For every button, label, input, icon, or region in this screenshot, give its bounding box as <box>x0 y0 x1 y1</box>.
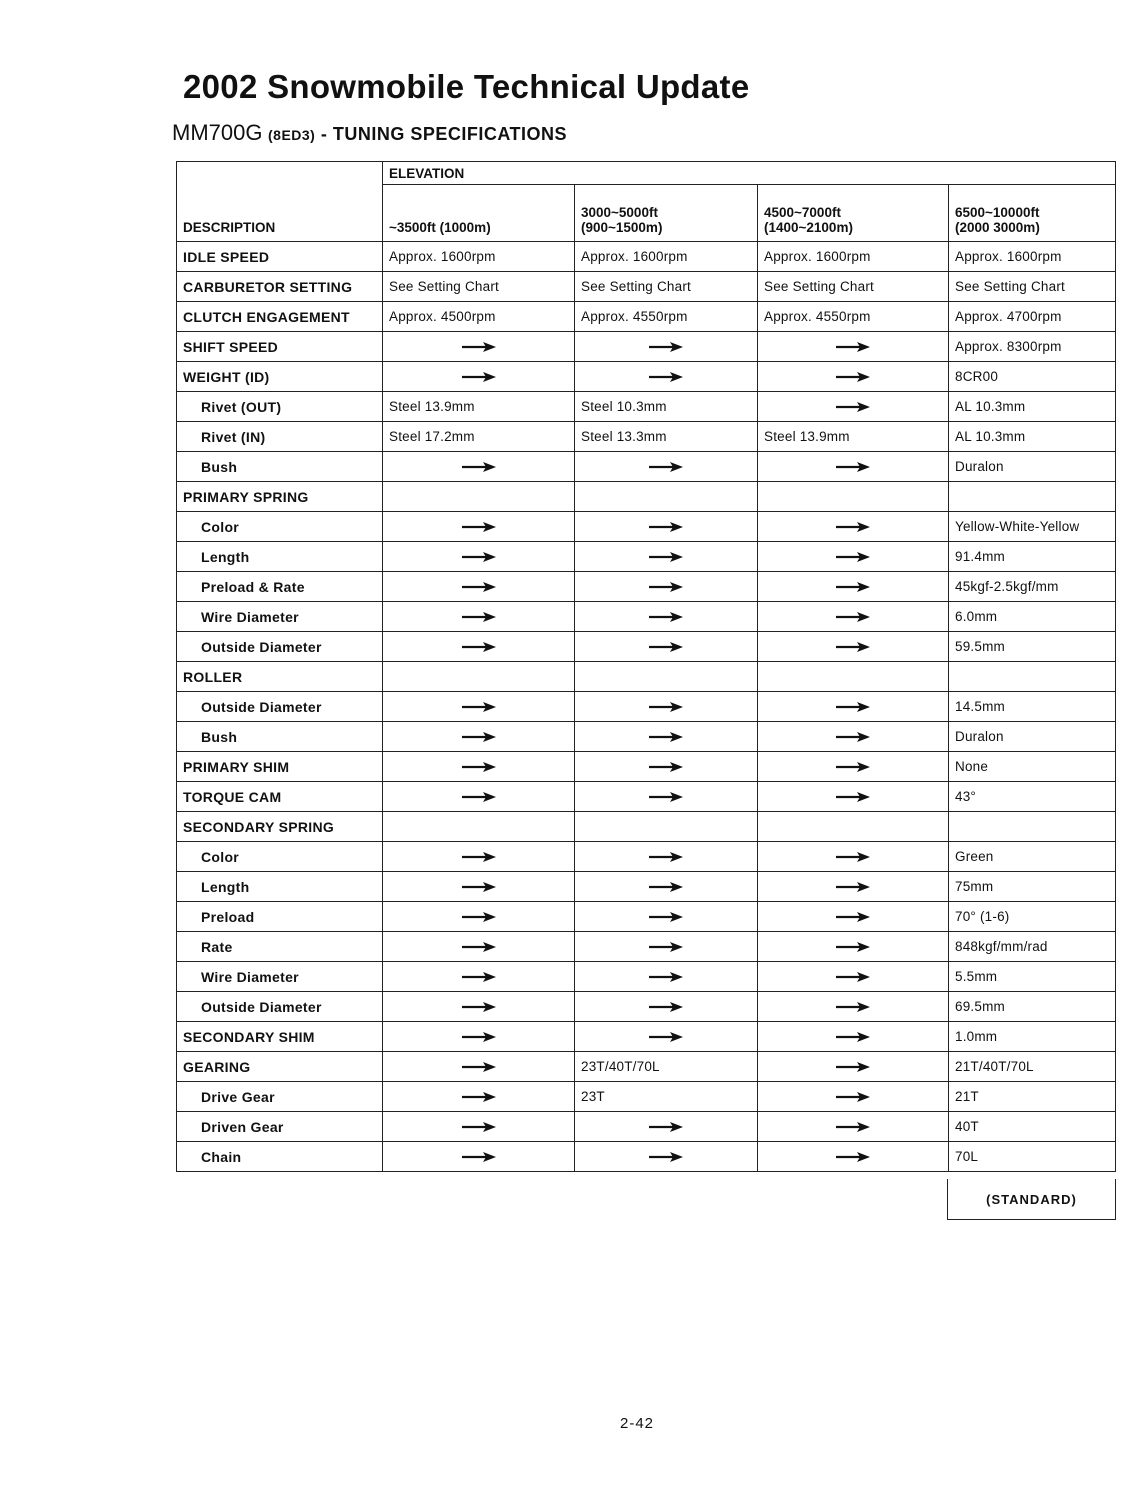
same-as-previous-arrow-icon <box>758 632 949 662</box>
table-row <box>177 1112 1116 1142</box>
same-as-previous-arrow-icon <box>758 752 949 782</box>
column-header-line2: (1400~2100m) <box>764 220 853 235</box>
row-label: CARBURETOR SETTING <box>177 272 383 302</box>
spec-value <box>575 812 758 842</box>
same-as-previous-arrow-icon <box>383 362 575 392</box>
same-as-previous-arrow-icon <box>758 1052 949 1082</box>
spec-value: 21T <box>949 1082 1116 1112</box>
table-row <box>177 422 1116 452</box>
same-as-previous-arrow-icon <box>575 542 758 572</box>
same-as-previous-arrow-icon <box>575 722 758 752</box>
column-header-line2: (900~1500m) <box>581 220 663 235</box>
row-label: Bush <box>177 452 383 482</box>
elevation-label: ELEVATION <box>383 162 1116 185</box>
row-label: Outside Diameter <box>177 632 383 662</box>
same-as-previous-arrow-icon <box>383 452 575 482</box>
spec-value: 69.5mm <box>949 992 1116 1022</box>
row-label: Rivet (IN) <box>177 422 383 452</box>
spec-value: 59.5mm <box>949 632 1116 662</box>
row-label: IDLE SPEED <box>177 242 383 272</box>
spec-value: None <box>949 752 1116 782</box>
same-as-previous-arrow-icon <box>575 752 758 782</box>
header-blank-cell <box>177 162 383 185</box>
same-as-previous-arrow-icon <box>575 332 758 362</box>
table-row <box>177 572 1116 602</box>
row-label: Wire Diameter <box>177 602 383 632</box>
spec-value: Approx. 4500rpm <box>383 302 575 332</box>
table-row <box>177 902 1116 932</box>
column-header-elevation-1 <box>383 185 575 242</box>
spec-value: 45kgf-2.5kgf/mm <box>949 572 1116 602</box>
spec-value: 43° <box>949 782 1116 812</box>
column-header-line1: 6500~10000ft <box>955 205 1040 220</box>
same-as-previous-arrow-icon <box>758 782 949 812</box>
spec-value: See Setting Chart <box>758 272 949 302</box>
same-as-previous-arrow-icon <box>758 392 949 422</box>
same-as-previous-arrow-icon <box>575 992 758 1022</box>
spec-value <box>758 662 949 692</box>
column-header-elevation-3 <box>758 185 949 242</box>
spec-value <box>758 812 949 842</box>
same-as-previous-arrow-icon <box>758 542 949 572</box>
column-header-elevation-2 <box>575 185 758 242</box>
spec-value: Approx. 1600rpm <box>949 242 1116 272</box>
spec-value <box>383 812 575 842</box>
same-as-previous-arrow-icon <box>383 992 575 1022</box>
row-label: Outside Diameter <box>177 992 383 1022</box>
column-header-row <box>177 185 1116 242</box>
spec-value: 848kgf/mm/rad <box>949 932 1116 962</box>
same-as-previous-arrow-icon <box>575 602 758 632</box>
spec-value: Steel 13.9mm <box>383 392 575 422</box>
same-as-previous-arrow-icon <box>383 572 575 602</box>
table-row <box>177 542 1116 572</box>
row-label: GEARING <box>177 1052 383 1082</box>
same-as-previous-arrow-icon <box>575 962 758 992</box>
table-row <box>177 512 1116 542</box>
same-as-previous-arrow-icon <box>758 602 949 632</box>
same-as-previous-arrow-icon <box>758 962 949 992</box>
table-row <box>177 1082 1116 1112</box>
same-as-previous-arrow-icon <box>575 1112 758 1142</box>
row-label: Drive Gear <box>177 1082 383 1112</box>
row-label: Preload & Rate <box>177 572 383 602</box>
same-as-previous-arrow-icon <box>575 932 758 962</box>
table-row <box>177 242 1116 272</box>
same-as-previous-arrow-icon <box>758 572 949 602</box>
spec-value: Duralon <box>949 722 1116 752</box>
spec-value: See Setting Chart <box>383 272 575 302</box>
spec-value: 6.0mm <box>949 602 1116 632</box>
spec-value: Approx. 1600rpm <box>758 242 949 272</box>
same-as-previous-arrow-icon <box>575 572 758 602</box>
spec-value <box>575 482 758 512</box>
row-label: Color <box>177 842 383 872</box>
document-title: 2002 Snowmobile Technical Update <box>183 68 750 105</box>
row-label: Rivet (OUT) <box>177 392 383 422</box>
same-as-previous-arrow-icon <box>575 1142 758 1172</box>
same-as-previous-arrow-icon <box>383 602 575 632</box>
same-as-previous-arrow-icon <box>758 932 949 962</box>
table-row <box>177 602 1116 632</box>
spec-value <box>383 662 575 692</box>
spec-value: See Setting Chart <box>575 272 758 302</box>
column-header-line1: DESCRIPTION <box>183 220 276 235</box>
spec-value: Steel 13.9mm <box>758 422 949 452</box>
spec-value: 70L <box>949 1142 1116 1172</box>
table-row <box>177 962 1116 992</box>
spec-value: 23T <box>575 1082 758 1112</box>
same-as-previous-arrow-icon <box>383 1082 575 1112</box>
column-header-line2: (2000 3000m) <box>955 220 1040 235</box>
spec-value: 14.5mm <box>949 692 1116 722</box>
spec-value: See Setting Chart <box>949 272 1116 302</box>
column-header-elevation-4 <box>949 185 1116 242</box>
spec-value: Approx. 4700rpm <box>949 302 1116 332</box>
same-as-previous-arrow-icon <box>758 1142 949 1172</box>
same-as-previous-arrow-icon <box>383 722 575 752</box>
table-row <box>177 452 1116 482</box>
table-row <box>177 782 1116 812</box>
same-as-previous-arrow-icon <box>383 1142 575 1172</box>
row-label: Length <box>177 872 383 902</box>
row-label: Rate <box>177 932 383 962</box>
spec-value: 8CR00 <box>949 362 1116 392</box>
table-row <box>177 1052 1116 1082</box>
spec-value: Steel 13.3mm <box>575 422 758 452</box>
spec-value <box>758 482 949 512</box>
same-as-previous-arrow-icon <box>383 1022 575 1052</box>
page-number: 2-42 <box>620 1415 655 1432</box>
model-code: (8ED3) <box>268 127 316 143</box>
table-row <box>177 632 1116 662</box>
table-row <box>177 662 1116 692</box>
same-as-previous-arrow-icon <box>575 782 758 812</box>
same-as-previous-arrow-icon <box>758 722 949 752</box>
row-label: Length <box>177 542 383 572</box>
row-label: ROLLER <box>177 662 383 692</box>
subtitle-text: - TUNING SPECIFICATIONS <box>320 124 568 144</box>
table-row <box>177 932 1116 962</box>
same-as-previous-arrow-icon <box>383 1112 575 1142</box>
same-as-previous-arrow-icon <box>575 842 758 872</box>
same-as-previous-arrow-icon <box>383 752 575 782</box>
column-header-line2: ~3500ft (1000m) <box>389 220 491 235</box>
spec-value: Approx. 4550rpm <box>758 302 949 332</box>
table-row <box>177 362 1116 392</box>
same-as-previous-arrow-icon <box>758 452 949 482</box>
same-as-previous-arrow-icon <box>383 872 575 902</box>
same-as-previous-arrow-icon <box>383 632 575 662</box>
spec-value: Approx. 8300rpm <box>949 332 1116 362</box>
spec-value: 75mm <box>949 872 1116 902</box>
same-as-previous-arrow-icon <box>383 932 575 962</box>
same-as-previous-arrow-icon <box>383 902 575 932</box>
row-label: Wire Diameter <box>177 962 383 992</box>
same-as-previous-arrow-icon <box>758 1112 949 1142</box>
spec-value: Approx. 1600rpm <box>383 242 575 272</box>
same-as-previous-arrow-icon <box>575 692 758 722</box>
row-label: SECONDARY SHIM <box>177 1022 383 1052</box>
model-name: MM700G <box>172 120 263 145</box>
same-as-previous-arrow-icon <box>758 362 949 392</box>
spec-value: Duralon <box>949 452 1116 482</box>
same-as-previous-arrow-icon <box>758 872 949 902</box>
row-label: Outside Diameter <box>177 692 383 722</box>
standard-label: (STANDARD) <box>947 1179 1116 1220</box>
spec-value: 91.4mm <box>949 542 1116 572</box>
same-as-previous-arrow-icon <box>575 1022 758 1052</box>
row-label: Preload <box>177 902 383 932</box>
spec-value: 5.5mm <box>949 962 1116 992</box>
same-as-previous-arrow-icon <box>383 542 575 572</box>
row-label: Color <box>177 512 383 542</box>
row-label: PRIMARY SHIM <box>177 752 383 782</box>
table-row <box>177 692 1116 722</box>
document-subtitle <box>172 120 567 146</box>
spec-value: 1.0mm <box>949 1022 1116 1052</box>
spec-value: 40T <box>949 1112 1116 1142</box>
spec-value: Green <box>949 842 1116 872</box>
same-as-previous-arrow-icon <box>575 452 758 482</box>
spec-value: Steel 10.3mm <box>575 392 758 422</box>
table-row <box>177 812 1116 842</box>
spec-value <box>949 482 1116 512</box>
row-label: Chain <box>177 1142 383 1172</box>
table-row <box>177 752 1116 782</box>
spec-value: 70° (1-6) <box>949 902 1116 932</box>
same-as-previous-arrow-icon <box>758 692 949 722</box>
same-as-previous-arrow-icon <box>758 512 949 542</box>
tuning-specifications-table <box>176 161 1116 1172</box>
same-as-previous-arrow-icon <box>383 842 575 872</box>
table-row <box>177 722 1116 752</box>
same-as-previous-arrow-icon <box>383 332 575 362</box>
row-label: Driven Gear <box>177 1112 383 1142</box>
table-row <box>177 842 1116 872</box>
same-as-previous-arrow-icon <box>383 962 575 992</box>
same-as-previous-arrow-icon <box>758 992 949 1022</box>
table-row <box>177 302 1116 332</box>
column-header-line1: 3000~5000ft <box>581 205 658 220</box>
table-row <box>177 392 1116 422</box>
column-header-line1: 4500~7000ft <box>764 205 841 220</box>
same-as-previous-arrow-icon <box>383 512 575 542</box>
same-as-previous-arrow-icon <box>575 362 758 392</box>
spec-value: AL 10.3mm <box>949 422 1116 452</box>
column-header-description <box>177 185 383 242</box>
elevation-header-row <box>177 162 1116 185</box>
table-row <box>177 332 1116 362</box>
table-row <box>177 272 1116 302</box>
row-label: WEIGHT (ID) <box>177 362 383 392</box>
spec-value: 21T/40T/70L <box>949 1052 1116 1082</box>
spec-value: Approx. 4550rpm <box>575 302 758 332</box>
table-row <box>177 872 1116 902</box>
row-label: CLUTCH ENGAGEMENT <box>177 302 383 332</box>
row-label: Bush <box>177 722 383 752</box>
same-as-previous-arrow-icon <box>383 1052 575 1082</box>
same-as-previous-arrow-icon <box>758 842 949 872</box>
spec-value: Approx. 1600rpm <box>575 242 758 272</box>
same-as-previous-arrow-icon <box>575 512 758 542</box>
same-as-previous-arrow-icon <box>383 692 575 722</box>
same-as-previous-arrow-icon <box>575 872 758 902</box>
spec-value <box>949 662 1116 692</box>
spec-value: 23T/40T/70L <box>575 1052 758 1082</box>
same-as-previous-arrow-icon <box>575 632 758 662</box>
same-as-previous-arrow-icon <box>758 1082 949 1112</box>
same-as-previous-arrow-icon <box>575 902 758 932</box>
table-row <box>177 482 1116 512</box>
row-label: PRIMARY SPRING <box>177 482 383 512</box>
row-label: SHIFT SPEED <box>177 332 383 362</box>
table-row <box>177 1142 1116 1172</box>
spec-value: Yellow-White-Yellow <box>949 512 1116 542</box>
spec-value <box>383 482 575 512</box>
spec-value: Steel 17.2mm <box>383 422 575 452</box>
table-row <box>177 992 1116 1022</box>
spec-value <box>575 662 758 692</box>
same-as-previous-arrow-icon <box>383 782 575 812</box>
row-label: SECONDARY SPRING <box>177 812 383 842</box>
table-row <box>177 1022 1116 1052</box>
same-as-previous-arrow-icon <box>758 1022 949 1052</box>
spec-value <box>949 812 1116 842</box>
row-label: TORQUE CAM <box>177 782 383 812</box>
same-as-previous-arrow-icon <box>758 902 949 932</box>
same-as-previous-arrow-icon <box>758 332 949 362</box>
spec-value: AL 10.3mm <box>949 392 1116 422</box>
